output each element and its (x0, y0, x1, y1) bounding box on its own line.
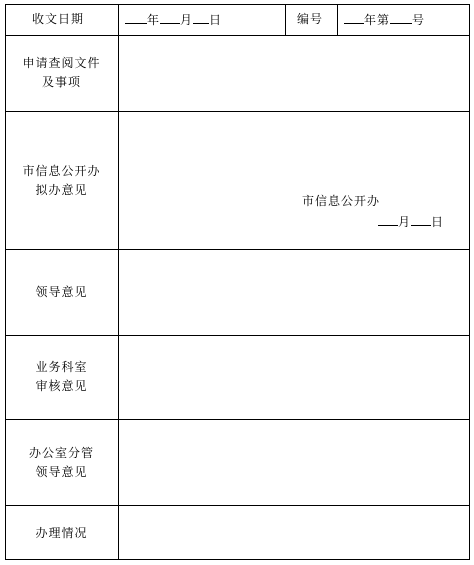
receipt-date-label: 收文日期 (32, 12, 85, 26)
day-suffix: 日 (209, 13, 223, 27)
month-suffix: 月 (180, 13, 194, 27)
label-line: 业务科室 (35, 360, 88, 374)
content-cell-office-leader-opinion[interactable] (119, 420, 469, 505)
label-line: 审核意见 (35, 379, 88, 393)
day-blank[interactable] (193, 10, 209, 24)
month-blank[interactable] (160, 10, 180, 24)
row-label-leader-opinion (5, 283, 118, 302)
label-line: 申请查阅文件 (22, 56, 101, 70)
content-cell-handling-status[interactable] (119, 506, 469, 559)
number-field (344, 10, 425, 30)
row-label-office-opinion (5, 162, 118, 200)
number-suffix: 号 (412, 13, 426, 27)
number-year-suffix: 年第 (364, 13, 391, 27)
row-label-dept-review (5, 358, 118, 396)
header-divider-1 (285, 4, 286, 36)
sig-month-blank[interactable] (378, 212, 398, 226)
sig-day-suffix: 日 (431, 215, 445, 229)
label-line: 及事项 (41, 75, 81, 89)
label-line: 市信息公开办 (22, 164, 101, 178)
label-line: 领导意见 (35, 285, 88, 299)
row-label-office-leader-opinion (5, 444, 118, 482)
signature-org: 市信息公开办 (302, 194, 381, 208)
header-divider-2 (337, 4, 338, 36)
content-cell-dept-review[interactable] (119, 336, 469, 419)
year-blank[interactable] (125, 10, 147, 24)
label-line: 领导意见 (35, 465, 88, 479)
label-line: 办公室分管 (28, 446, 94, 460)
label-line: 办理情况 (35, 526, 88, 540)
row-label-handling-status (5, 524, 118, 543)
signature-date (378, 212, 444, 232)
year-suffix: 年 (147, 13, 161, 27)
number-year-blank[interactable] (344, 10, 364, 24)
label-line: 拟办意见 (35, 183, 88, 197)
receipt-date-field (125, 10, 222, 30)
content-cell-requested-docs[interactable] (119, 36, 469, 111)
sig-month-suffix: 月 (398, 215, 412, 229)
row-label-requested-docs (5, 54, 118, 92)
sig-day-blank[interactable] (411, 212, 431, 226)
number-blank[interactable] (390, 10, 412, 24)
content-cell-leader-opinion[interactable] (119, 250, 469, 335)
number-label: 编号 (297, 12, 324, 26)
